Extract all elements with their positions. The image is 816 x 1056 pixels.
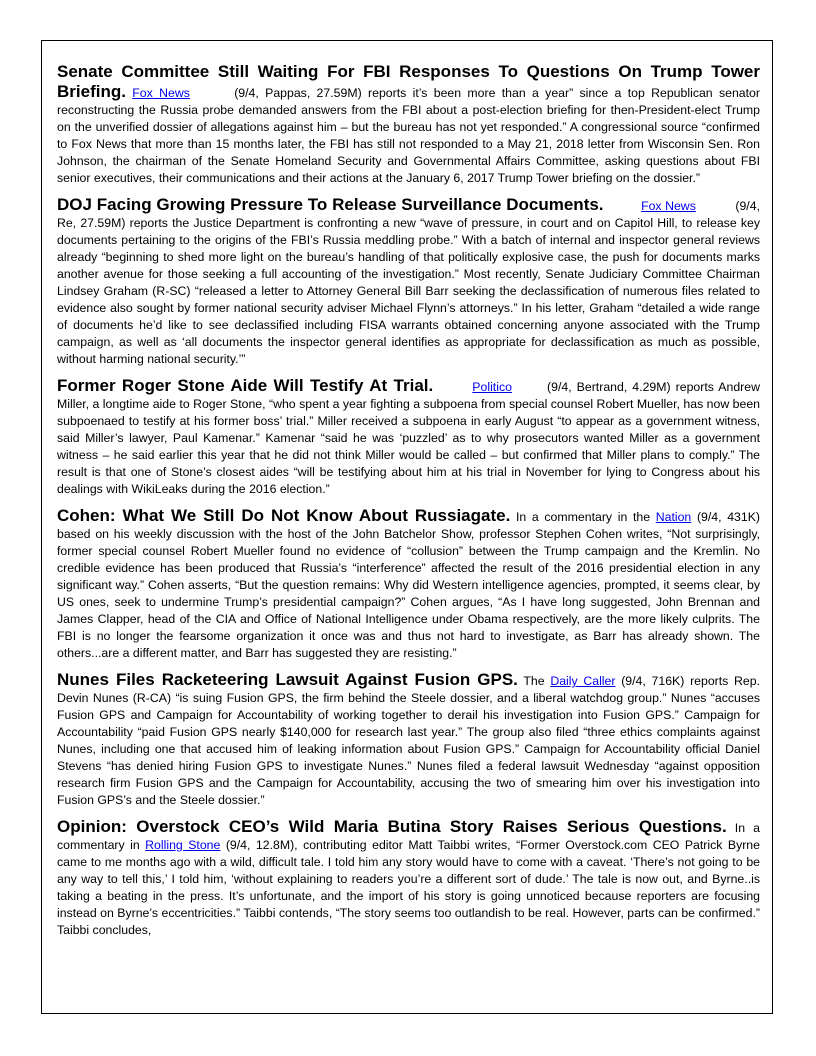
news-content	[57, 62, 760, 947]
news-story	[57, 817, 760, 939]
news-story	[57, 670, 760, 809]
story-body: reports Rep. Devin Nunes (R-CA) “is suing Fusion GPS, the firm behind the Steele dossier, and a liberal watchdog group.” Nunes “accuses Fusion GPS and Campaign for Accountability of working together to derail his investigation into Fusion GPS.” Campaign for Accountability “paid Fusion GPS nearly $140,000 for research last year.” The group also filed “three ethics complaints against Nunes, including one that accused him of leaking information about Fusion GPS.” Campaign for Accountability official Daniel Stevens “has denied hiring Fusion GPS to investigate Nunes.” Nunes filed a federal lawsuit Wednesday “against opposition research firm Fusion GPS and the Campaign for Accountability, accusing the two of smearing him over his investigation into Fusion GPS’s and the Steele dossier.”	[57, 674, 761, 807]
story-meta: (9/4, Re, 27.59M)	[57, 199, 760, 230]
story-body: contributing editor Matt Taibbi writes, “Former Overstock.com CEO Patrick Byrne came to me months ago with a wild, difficult tale. I told him any story would have to come with a caveat. ‘There’s not going to be any way to tell this,’ I told him, ‘without explaining to readers you’re a different sort of dude.’ The tale is now out, and Byrne..is taking a beating in the press. It’s unfortunate, and the import of his story is going unnoticed because reporters are focusing instead on Byrne’s eccentricities.” Taibbi contends, “The story seems too outlandish to be real. However, parts can be confirmed.” Taibbi concludes,	[57, 838, 760, 937]
story-headline: DOJ Facing Growing Pressure To Release Surveillance Documents.	[57, 195, 604, 214]
story-meta: (9/4, 431K)	[696, 510, 761, 524]
story-body: based on his weekly discussion with the host of the John Batchelor Show, professor Stephen Cohen writes, “Not surprisingly, former special counsel Robert Mueller found no evidence of “collusion” between the Trump campaign and the Kremlin. No credible evidence has been produced that Russia’s “interference” affected the result of the 2016 presidential election in any significant way.” Cohen asserts, “But the question remains: Why did Western intelligence agencies, prompted, it seems clear, by US ones, seek to undermine Trump’s presidential campaign?” Cohen argues, “As I have long suggested, John Brennan and James Clapper, head of the CIA and Office of National Intelligence under Obama respectively, are the more likely culprits. The FBI is no longer the fearsome organization it once was and thus not hard to investigate, as Barr has already shown. The others...are a different matter, and Barr has suggested they are resisting.”	[57, 527, 760, 660]
news-story	[57, 195, 760, 368]
source-link[interactable]: Fox News	[132, 86, 190, 100]
source-link[interactable]: Daily Caller	[550, 674, 616, 688]
story-lead: The	[523, 674, 545, 688]
news-story	[57, 376, 760, 498]
story-headline: Cohen: What We Still Do Not Know About Russiagate.	[57, 506, 511, 525]
story-lead: In a commentary in the	[516, 510, 651, 524]
story-meta: (9/4, 12.8M),	[225, 838, 298, 852]
source-link[interactable]: Fox News	[641, 199, 696, 213]
source-link[interactable]: Rolling Stone	[145, 838, 221, 852]
story-meta: (9/4, Pappas, 27.59M)	[234, 86, 362, 100]
story-headline: Former Roger Stone Aide Will Testify At Trial.	[57, 376, 434, 395]
news-story	[57, 62, 760, 187]
story-lead: In a commentary in	[57, 821, 761, 852]
story-headline: Opinion: Overstock CEO’s Wild Maria Butina Story Raises Serious Questions.	[57, 817, 727, 836]
story-meta: (9/4, 716K)	[621, 674, 685, 688]
source-link[interactable]: Politico	[472, 380, 512, 394]
story-headline: Senate Committee Still Waiting For FBI Responses To Questions On Trump Tower Briefing.	[57, 62, 760, 101]
story-body: reports the Justice Department is confronting a new “wave of pressure, in court and on Capitol Hill, to release key documents pertaining to the origins of the FBI’s Russia meddling probe.” With a batch of internal and inspector general reviews already “beginning to shed more light on the bureau’s handling of that politically explosive case, the push for documents marks another avenue for those seeking a full accounting of the investigation.” Most recently, Senate Judiciary Committee Chairman Lindsey Graham (R-SC) “released a letter to Attorney General Bill Barr seeking the declassification of numerous files related to evidence also sought by former national security adviser Michael Flynn’s attorneys.” In his letter, Graham “detailed a wide range of documents he’d like to see declassified including FISA warrants obtained concerning anyone associated with the Trump campaign, as well as ‘all documents the inspector general identifies as appropriate for declassification as much as possible, without harming national security.’”	[57, 216, 760, 366]
source-link[interactable]: Nation	[655, 510, 692, 524]
story-headline: Nunes Files Racketeering Lawsuit Against Fusion GPS.	[57, 670, 518, 689]
story-body: reports it’s been more than a year” since a top Republican senator reconstructing the Russia probe demanded answers from the FBI about a post-election briefing for then-President-elect Trump on the unverified dossier of allegations against him – but the bureau has not yet responded.” A congressional source “confirmed to Fox News that more than 15 months later, the FBI has still not responded to a May 21, 2018 letter from Wisconsin Sen. Ron Johnson, the chairman of the Senate Homeland Security and Governmental Affairs Committee, asking questions about FBI senior executives, their communications and their actions at the January 6, 2017 Trump Tower briefing on the dossier.”	[57, 86, 760, 185]
news-story	[57, 506, 760, 662]
story-meta: (9/4, Bertrand, 4.29M)	[547, 380, 671, 394]
story-body: reports Andrew Miller, a longtime aide to Roger Stone, “who spent a year fighting a subpoena from special counsel Robert Mueller, has now been subpoenaed to testify at his former boss’ trial.” Miller received a subpoena in early August “to appear as a government witness, said Miller’s lawyer, Paul Kamenar.” Kamenar “said he was ‘puzzled’ as to why prosecutors wanted Miller as a government witness – he said earlier this year that he did not think Miller would be called – but confirmed that Miller plans to comply.” The result is that one of Stone’s closest aides “will be testifying about him at his trial in November for lying to Congress about his dealings with WikiLeaks during the 2016 election.”	[57, 380, 760, 496]
